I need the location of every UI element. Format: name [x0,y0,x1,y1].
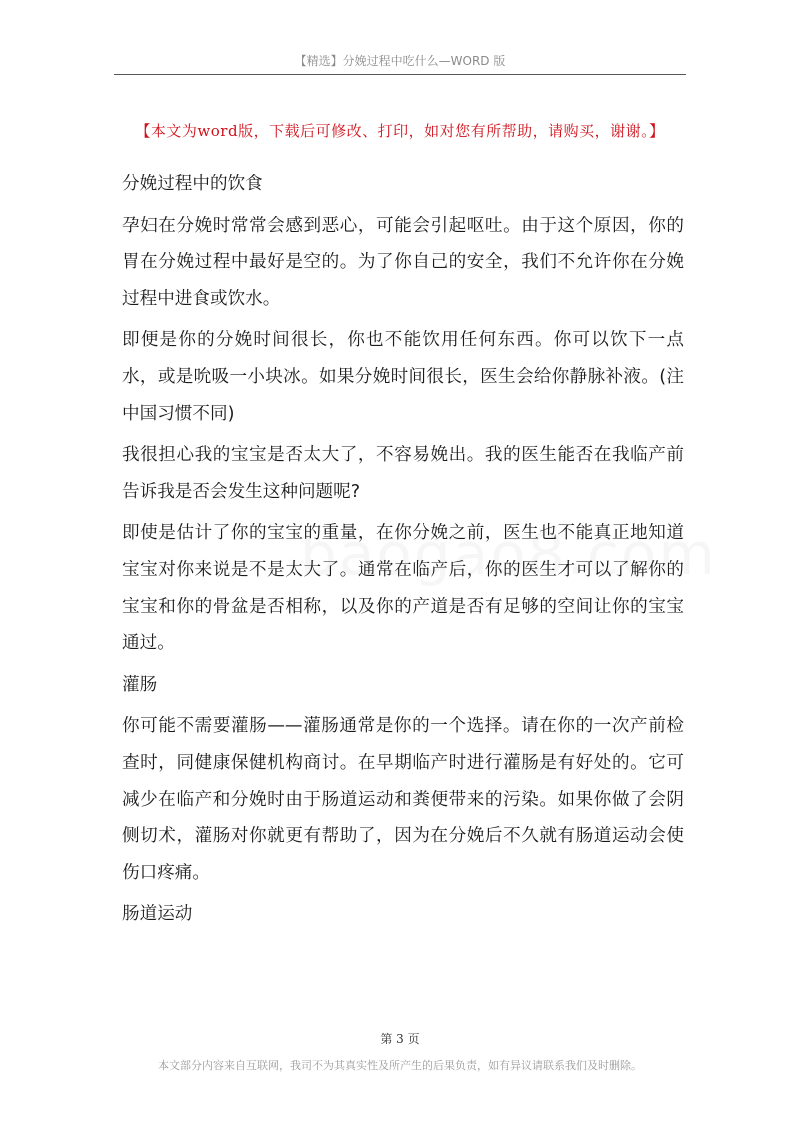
page-number: 第 3 页 [380,1032,420,1046]
paragraph: 即使是估计了你的宝宝的重量，在你分娩之前，医生也不能真正地知道宝宝对你来说是不是太大了。通常在临产后，你的医生才可以了解你的宝宝和你的骨盆是否相称，以及你的产道是否有足够的空间让你的宝宝通过。 [122,523,684,654]
paragraph: 即便是你的分娩时间很长，你也不能饮用任何东西。你可以饮下一点水，或是吮吸一小块冰。如果分娩时间很长，医生会给你静脉补液。(注中国习惯不同) [122,330,684,424]
page-header-title: 【精选】分娩过程中吃什么—WORD 版 [294,54,506,68]
document-body [122,166,684,938]
paragraph: 孕妇在分娩时常常会感到恶心，可能会引起呕吐。由于这个原因，你的胃在分娩过程中最好是空的。为了你自己的安全，我们不允许你在分娩过程中进食或饮水。 [122,215,684,309]
section-heading-enema: 灌肠 [122,674,158,695]
download-notice: 【本文为word版，下载后可修改、打印，如对您有所帮助，请购买，谢谢。】 [135,122,665,140]
section-heading-bowel-movement: 肠道运动 [122,904,193,925]
paragraph: 我很担心我的宝宝是否太大了，不容易娩出。我的医生能否在我临产前告诉我是否会发生这种问题呢? [122,445,684,502]
section-heading-diet: 分娩过程中的饮食 [122,174,263,194]
paragraph: 你可能不需要灌肠——灌肠通常是你的一个选择。请在你的一次产前检查时，同健康保健机构商讨。在早期临产时进行灌肠是有好处的。它可减少在临产和分娩时由于肠道运动和粪便带来的污染。如果你做了会阴侧切术，灌肠对你就更有帮助了，因为在分娩后不久就有肠道运动会使伤口疼痛。 [122,716,684,883]
header-divider [114,74,686,75]
footer-disclaimer: 本文部分内容来自互联网，我司不为其真实性及所产生的后果负责，如有异议请联系我们及时删除。 [158,1059,642,1072]
